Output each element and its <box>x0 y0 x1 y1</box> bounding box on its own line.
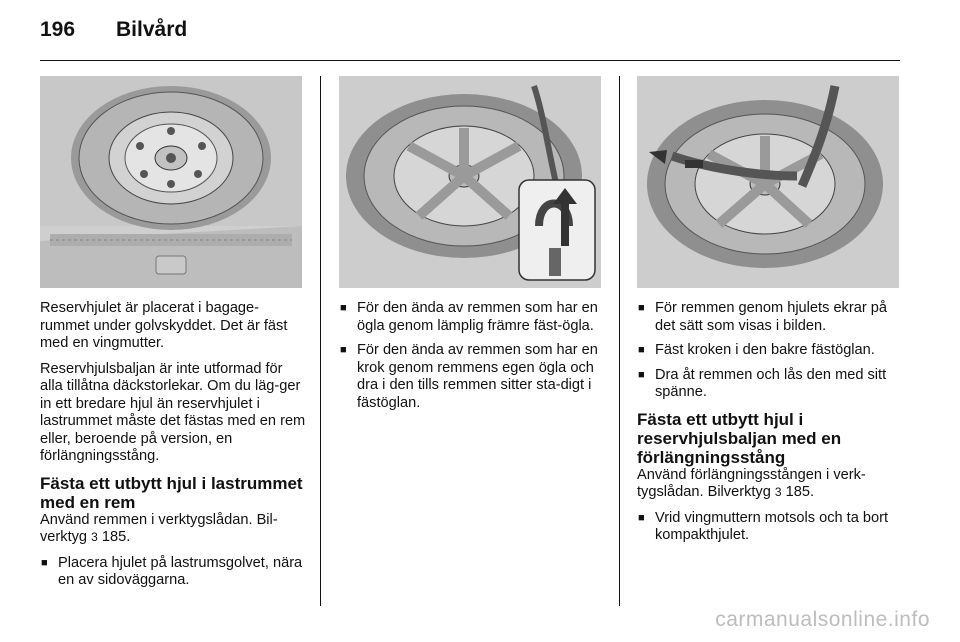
strap-eyelet-illustration <box>339 76 601 288</box>
list-item: ■ Fäst kroken i den bakre fästöglan. <box>637 342 903 360</box>
watermark: carmanualsonline.info <box>715 608 930 631</box>
column-1 <box>40 300 306 597</box>
list-item: ■ Placera hjulet på lastrumsgolvet, nära en av sidoväggarna. <box>40 555 306 590</box>
list-item: ■ För den ända av remmen som har en krok genom remmens egen ögla och dra i den tills remmen sitter sta-digt i fästöglan. <box>339 342 605 412</box>
list-item: ■ Vrid vingmuttern motsols och ta bort kompakthjulet. <box>637 510 903 545</box>
paragraph-well-note: Reservhjulsbaljan är inte utformad för alla tillåtna däckstorlekar. Om du läg-ger in ett bredare hjul än reservhjulet i lastrummet måste det fästas med en rem eller, beroende på version, en förlängningsstång. <box>40 360 306 464</box>
paragraph-extension-tools <box>637 467 903 502</box>
bullet-list-col2 <box>339 300 605 412</box>
heading-strap: Fästa ett utbytt hjul i lastrummet med en rem <box>40 473 303 512</box>
spare-wheel-illustration <box>40 76 302 288</box>
header-divider <box>40 60 900 61</box>
page-reference: 185. <box>101 529 131 545</box>
figure-strap-through-spokes <box>637 76 899 288</box>
figure-strap-front-eyelet <box>339 76 601 288</box>
chapter-title: Bilvård <box>116 18 188 41</box>
list-item: ■ För remmen genom hjulets ekrar på det sätt som visas i bilden. <box>637 300 903 335</box>
paragraph-strap-tools <box>40 512 306 547</box>
column-divider-2 <box>619 76 620 606</box>
page-header <box>40 18 187 48</box>
column-2 <box>339 300 605 419</box>
list-item: ■ För den ända av remmen som har en ögla genom lämplig främre fäst-ögla. <box>339 300 605 335</box>
heading-extension-bar: Fästa ett utbytt hjul i reservhjulsbaljan med en förlängningsstång <box>637 409 842 467</box>
bullet-list-col1 <box>40 555 306 590</box>
page-number: 196 <box>40 18 76 41</box>
bullet-list-col3 <box>637 300 903 402</box>
reference-arrow-icon: 3 <box>91 530 98 544</box>
paragraph-location: Reservhjulet är placerat i bagage-rummet under golvskyddet. Det är fäst med en vingmutter. <box>40 300 288 351</box>
bullet-list-col3b <box>637 510 903 545</box>
list-item: ■ Dra åt remmen och lås den med sitt spänne. <box>637 367 903 402</box>
page-reference: 185. <box>785 484 815 500</box>
reference-arrow-icon: 3 <box>774 485 782 499</box>
text-extension-tools: Använd förlängningsstången i verk-tygslådan. Bilverktyg <box>637 466 866 500</box>
column-divider-1 <box>320 76 321 606</box>
column-3 <box>637 300 903 552</box>
text-strap-tools: Använd remmen i verktygslådan. Bil-verktyg <box>40 511 278 545</box>
figure-spare-wheel-well <box>40 76 302 288</box>
strap-spokes-illustration <box>637 76 899 288</box>
